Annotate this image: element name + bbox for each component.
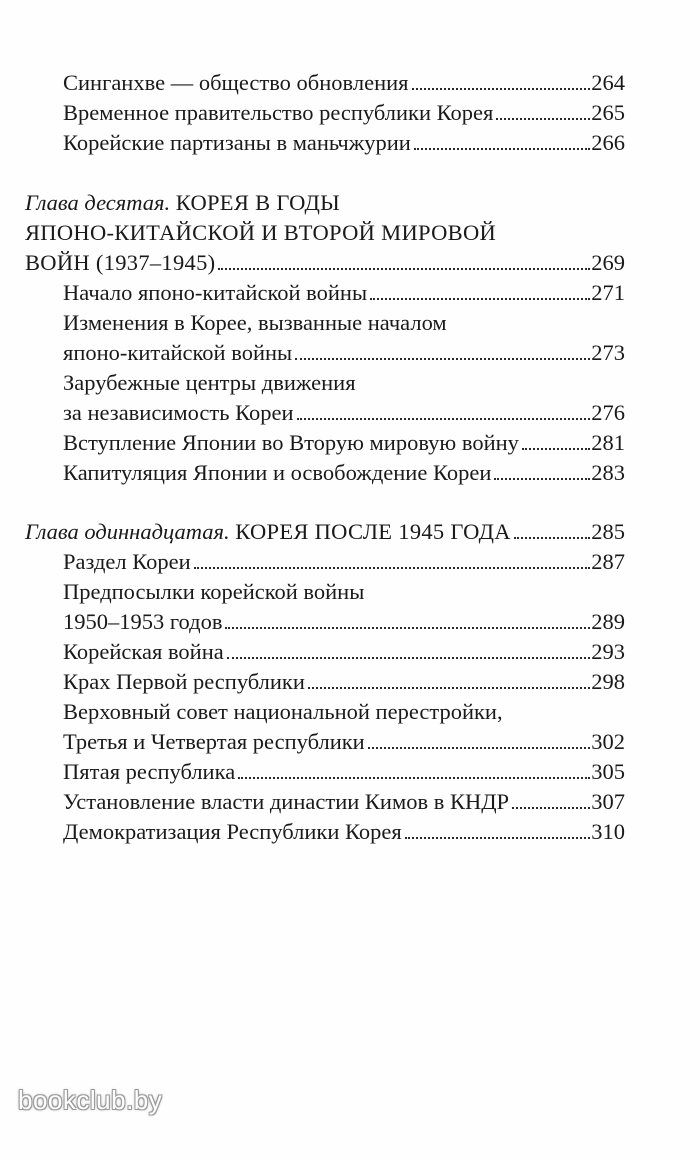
toc-entry xyxy=(63,428,625,458)
toc-entry xyxy=(63,667,625,697)
dot-leader xyxy=(297,418,591,420)
chapter-title: КОРЕЯ ПОСЛЕ 1945 ГОДА xyxy=(235,519,511,544)
chapter-title: КОРЕЯ В ГОДЫ xyxy=(175,190,341,215)
toc-entry-title: Установление власти династии Кимов в КНДР xyxy=(63,789,510,814)
toc-entry-page: 293 xyxy=(591,639,625,664)
toc-entry xyxy=(63,128,625,158)
toc-entry-page: 271 xyxy=(591,280,625,305)
toc-entry-title: японо-китайской войны xyxy=(63,340,293,365)
toc-entry-page: 276 xyxy=(591,400,625,425)
toc-entry-title: Пятая республика xyxy=(63,759,236,784)
toc-entry-title: Раздел Кореи xyxy=(63,549,191,574)
toc-entry-title: Демократизация Республики Корея xyxy=(63,819,402,844)
toc-entry-title: Вступление Японии во Вторую мировую войну xyxy=(63,430,519,455)
dot-leader xyxy=(414,148,590,150)
toc-entry xyxy=(63,308,625,338)
dot-leader xyxy=(514,537,590,539)
toc-entry-page: 285 xyxy=(591,519,625,544)
toc-entry-page: 305 xyxy=(591,759,625,784)
dot-leader xyxy=(218,268,590,270)
dot-leader xyxy=(238,777,590,779)
toc-entry xyxy=(63,368,625,398)
chapter-heading-line xyxy=(25,218,625,248)
toc-entry-cont xyxy=(63,398,625,428)
dot-leader xyxy=(295,358,590,360)
dot-leader xyxy=(512,807,590,809)
chapter-title-line: ВОЙН (1937–1945) xyxy=(25,250,216,275)
toc-entry-title: Капитуляция Японии и освобождение Кореи xyxy=(63,460,492,485)
dot-leader xyxy=(227,657,591,659)
dot-leader xyxy=(496,118,590,120)
dot-leader xyxy=(225,627,590,629)
dot-leader xyxy=(194,567,591,569)
site-watermark: bookclub.by xyxy=(18,1085,163,1115)
toc-entry-page: 266 xyxy=(591,130,625,155)
toc-entry xyxy=(63,817,625,847)
toc-entry xyxy=(63,458,625,488)
toc-entry-title: Крах Первой республики xyxy=(63,669,305,694)
toc-entry-title: Верховный совет национальной перестройки, xyxy=(63,699,503,724)
toc-entry-page: 273 xyxy=(591,340,625,365)
toc-entry xyxy=(63,98,625,128)
dot-leader xyxy=(412,88,591,90)
toc-entry-title: Начало японо-китайской войны xyxy=(63,280,368,305)
toc-entry-page: 283 xyxy=(591,460,625,485)
toc-entry xyxy=(63,577,625,607)
toc-entry-page: 302 xyxy=(591,729,625,754)
toc-entry-cont xyxy=(63,607,625,637)
toc-entry-page: 264 xyxy=(591,70,625,95)
toc-entry-page: 265 xyxy=(591,100,625,125)
dot-leader xyxy=(368,747,591,749)
toc-entry-page: 281 xyxy=(591,430,625,455)
toc-entry-title: Изменения в Корее, вызванные началом xyxy=(63,310,447,335)
toc-entry-title: Зарубежные центры движения xyxy=(63,370,356,395)
chapter-heading xyxy=(25,517,625,547)
chapter-heading xyxy=(25,188,625,218)
toc-entry-page: 307 xyxy=(591,789,625,814)
toc-entry-page: 289 xyxy=(591,609,625,634)
dot-leader xyxy=(494,478,590,480)
dot-leader xyxy=(405,837,591,839)
chapter-heading-line xyxy=(25,248,625,278)
dot-leader xyxy=(370,298,590,300)
toc-entry xyxy=(63,697,625,727)
toc-entry-title: Третья и Четвертая республики xyxy=(63,729,365,754)
chapter-title-line: ЯПОНО-КИТАЙСКОЙ И ВТОРОЙ МИРОВОЙ xyxy=(25,220,497,245)
toc-entry xyxy=(63,68,625,98)
toc-entry-title: Корейская война xyxy=(63,639,224,664)
dot-leader xyxy=(308,687,590,689)
toc-entry-title: за независимость Кореи xyxy=(63,400,294,425)
toc-entry-title: Синганхве — общество обновления xyxy=(63,70,409,95)
toc-entry xyxy=(63,278,625,308)
toc-entry-cont xyxy=(63,727,625,757)
chapter-label: Глава одиннадцатая. xyxy=(25,519,230,544)
toc-entry xyxy=(63,547,625,577)
toc-entry xyxy=(63,757,625,787)
toc-entry xyxy=(63,787,625,817)
toc-entry-page: 269 xyxy=(591,250,625,275)
toc-entry-title: Временное правительство республики Корея xyxy=(63,100,494,125)
toc-entry-title: Корейские партизаны в маньчжурии xyxy=(63,130,411,155)
chapter-label: Глава десятая. xyxy=(25,190,171,215)
dot-leader xyxy=(522,448,590,450)
toc-entry-title: 1950–1953 годов xyxy=(63,609,223,634)
toc-entry-cont xyxy=(63,338,625,368)
toc-entry-title: Предпосылки корейской войны xyxy=(63,579,365,604)
toc-entry xyxy=(63,637,625,667)
toc-entry-page: 287 xyxy=(591,549,625,574)
toc-entry-page: 298 xyxy=(591,669,625,694)
toc-entry-page: 310 xyxy=(591,819,625,844)
